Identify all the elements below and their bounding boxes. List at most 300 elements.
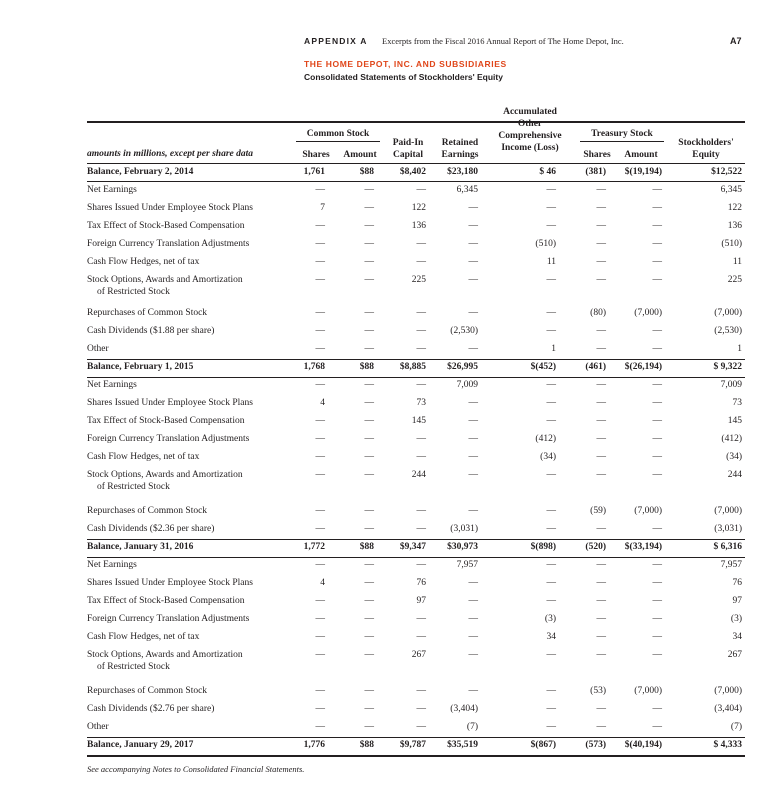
row-label bbox=[87, 184, 137, 196]
cell-aoci: — bbox=[546, 560, 556, 570]
cell-aoci: — bbox=[546, 221, 556, 231]
cell-common-amount: — bbox=[364, 578, 374, 588]
cell-common-amount: — bbox=[364, 275, 374, 285]
cell-stockholders-equity: 145 bbox=[727, 416, 742, 426]
cell-common-amount: — bbox=[364, 221, 374, 231]
cell-common-amount: — bbox=[364, 650, 374, 660]
row-label bbox=[87, 166, 193, 178]
units-label: amounts in millions, except per share data bbox=[87, 149, 254, 159]
cell-paid-in-capital: — bbox=[416, 632, 426, 642]
row-label-text: Net Earnings bbox=[87, 380, 137, 390]
row-label bbox=[87, 469, 243, 493]
cell-common-shares: — bbox=[315, 650, 325, 660]
cell-retained-earnings: — bbox=[468, 686, 478, 696]
cell-treasury-amount: — bbox=[652, 452, 662, 462]
row-label bbox=[87, 397, 253, 409]
table-row bbox=[0, 397, 783, 415]
cell-paid-in-capital: 122 bbox=[411, 203, 426, 213]
cell-treasury-shares: (461) bbox=[585, 362, 606, 372]
cell-treasury-amount: — bbox=[652, 704, 662, 714]
cell-common-shares: — bbox=[315, 380, 325, 390]
cell-stockholders-equity: (3,404) bbox=[714, 704, 742, 714]
company-name: THE HOME DEPOT, INC. AND SUBSIDIARIES bbox=[304, 59, 507, 69]
cell-aoci: — bbox=[546, 596, 556, 606]
cell-paid-in-capital: 244 bbox=[411, 470, 426, 480]
cell-treasury-shares: — bbox=[596, 416, 606, 426]
row-label-text: Balance, January 31, 2016 bbox=[87, 542, 194, 552]
header-aoci-line1: Accumulated bbox=[503, 107, 557, 117]
cell-treasury-amount: (7,000) bbox=[634, 506, 662, 516]
cell-common-shares: — bbox=[315, 686, 325, 696]
row-label bbox=[87, 613, 249, 625]
cell-aoci: — bbox=[546, 524, 556, 534]
row-label-text: Balance, January 29, 2017 bbox=[87, 740, 194, 750]
cell-treasury-amount: — bbox=[652, 650, 662, 660]
cell-common-shares: — bbox=[315, 524, 325, 534]
cell-paid-in-capital: 267 bbox=[411, 650, 426, 660]
row-label-text: Foreign Currency Translation Adjustments bbox=[87, 239, 250, 249]
row-label-text: Cash Dividends ($2.76 per share) bbox=[87, 704, 215, 714]
cell-stockholders-equity: 97 bbox=[732, 596, 742, 606]
cell-common-shares: 1,761 bbox=[303, 167, 325, 177]
cell-retained-earnings: (7) bbox=[466, 722, 478, 732]
cell-treasury-shares: (381) bbox=[585, 167, 606, 177]
row-label bbox=[87, 577, 253, 589]
cell-paid-in-capital: — bbox=[416, 686, 426, 696]
cell-paid-in-capital: — bbox=[416, 614, 426, 624]
cell-treasury-amount: (7,000) bbox=[634, 308, 662, 318]
row-label bbox=[87, 739, 193, 751]
row-label-text: Tax Effect of Stock-Based Compensation bbox=[87, 416, 245, 426]
cell-aoci: $(867) bbox=[530, 740, 556, 750]
cell-common-shares: — bbox=[315, 470, 325, 480]
balance-rule-2016-top bbox=[87, 539, 745, 540]
cell-common-shares: — bbox=[315, 185, 325, 195]
cell-retained-earnings: — bbox=[468, 506, 478, 516]
cell-paid-in-capital: — bbox=[416, 344, 426, 354]
cell-treasury-shares: (53) bbox=[590, 686, 606, 696]
cell-aoci: — bbox=[546, 380, 556, 390]
table-row bbox=[0, 184, 783, 202]
row-label-text: Repurchases of Common Stock bbox=[87, 506, 208, 516]
cell-treasury-amount: — bbox=[652, 221, 662, 231]
cell-stockholders-equity: 7,957 bbox=[720, 560, 742, 570]
cell-common-amount: $88 bbox=[359, 542, 374, 552]
cell-aoci: — bbox=[546, 650, 556, 660]
cell-common-amount: — bbox=[364, 452, 374, 462]
column-group-treasury-stock: Treasury Stock bbox=[591, 129, 653, 139]
cell-aoci: — bbox=[546, 686, 556, 696]
table-row bbox=[0, 649, 783, 679]
cell-aoci: — bbox=[546, 398, 556, 408]
cell-treasury-amount: — bbox=[652, 560, 662, 570]
cell-treasury-shares: — bbox=[596, 326, 606, 336]
row-label bbox=[87, 220, 244, 232]
cell-common-shares: — bbox=[315, 416, 325, 426]
cell-treasury-shares: — bbox=[596, 704, 606, 714]
cell-retained-earnings: — bbox=[468, 344, 478, 354]
cell-common-amount: — bbox=[364, 398, 374, 408]
table-row bbox=[0, 505, 783, 523]
cell-treasury-amount: — bbox=[652, 722, 662, 732]
cell-treasury-amount: — bbox=[652, 275, 662, 285]
table-row bbox=[0, 613, 783, 631]
balance-rule-2015-bottom bbox=[87, 377, 745, 378]
cell-common-amount: — bbox=[364, 560, 374, 570]
cell-treasury-amount: — bbox=[652, 185, 662, 195]
cell-treasury-amount: — bbox=[652, 524, 662, 534]
cell-retained-earnings: (3,031) bbox=[450, 524, 478, 534]
row-label-text: Repurchases of Common Stock bbox=[87, 686, 208, 696]
cell-common-amount: — bbox=[364, 506, 374, 516]
row-label-text: Balance, February 1, 2015 bbox=[87, 362, 194, 372]
cell-aoci: — bbox=[546, 308, 556, 318]
cell-stockholders-equity: 11 bbox=[732, 257, 742, 267]
header-equity-line1: Stockholders' bbox=[678, 138, 734, 148]
cell-retained-earnings: — bbox=[468, 275, 478, 285]
cell-common-amount: $88 bbox=[359, 167, 374, 177]
row-label-text: Repurchases of Common Stock bbox=[87, 308, 208, 318]
balance-rule-top bbox=[87, 181, 745, 182]
cell-common-shares: — bbox=[315, 632, 325, 642]
header-aoci-line4: Income (Loss) bbox=[501, 143, 559, 153]
cell-common-amount: $88 bbox=[359, 740, 374, 750]
cell-paid-in-capital: — bbox=[416, 704, 426, 714]
cell-common-shares: 4 bbox=[320, 398, 325, 408]
row-label bbox=[87, 361, 193, 373]
table-row bbox=[0, 631, 783, 649]
cell-paid-in-capital: 73 bbox=[416, 398, 426, 408]
statement-title: Consolidated Statements of Stockholders' Equity bbox=[304, 72, 503, 82]
cell-paid-in-capital: — bbox=[416, 434, 426, 444]
cell-treasury-amount: — bbox=[652, 596, 662, 606]
cell-treasury-shares: — bbox=[596, 380, 606, 390]
header-aoci-line3: Comprehensive bbox=[498, 131, 562, 141]
cell-stockholders-equity: 34 bbox=[732, 632, 742, 642]
cell-common-amount: — bbox=[364, 434, 374, 444]
header-equity-line2: Equity bbox=[692, 150, 720, 160]
cell-common-shares: 1,772 bbox=[303, 542, 325, 552]
cell-retained-earnings: $26,995 bbox=[447, 362, 478, 372]
cell-common-shares: — bbox=[315, 275, 325, 285]
table-row bbox=[0, 577, 783, 595]
row-label-text: Net Earnings bbox=[87, 560, 137, 570]
cell-stockholders-equity: (7,000) bbox=[714, 506, 742, 516]
cell-paid-in-capital: — bbox=[416, 560, 426, 570]
cell-aoci: — bbox=[546, 275, 556, 285]
cell-treasury-amount: $(19,194) bbox=[624, 167, 662, 177]
cell-treasury-shares: — bbox=[596, 596, 606, 606]
cell-aoci: — bbox=[546, 416, 556, 426]
cell-paid-in-capital: — bbox=[416, 506, 426, 516]
cell-common-shares: — bbox=[315, 452, 325, 462]
cell-stockholders-equity: 267 bbox=[727, 650, 742, 660]
cell-paid-in-capital: — bbox=[416, 524, 426, 534]
cell-common-amount: — bbox=[364, 524, 374, 534]
cell-common-amount: — bbox=[364, 203, 374, 213]
cell-common-amount: — bbox=[364, 416, 374, 426]
balance-rule-2017-top bbox=[87, 737, 745, 738]
table-row bbox=[0, 559, 783, 577]
cell-aoci: (34) bbox=[540, 452, 556, 462]
cell-treasury-shares: — bbox=[596, 185, 606, 195]
cell-paid-in-capital: $9,787 bbox=[399, 740, 426, 750]
row-label bbox=[87, 238, 249, 250]
table-row bbox=[0, 469, 783, 499]
cell-retained-earnings: (2,530) bbox=[450, 326, 478, 336]
row-label bbox=[87, 595, 244, 607]
cell-common-shares: — bbox=[315, 434, 325, 444]
cell-stockholders-equity: $ 6,316 bbox=[713, 542, 742, 552]
cell-treasury-amount: — bbox=[652, 614, 662, 624]
cell-stockholders-equity: 136 bbox=[727, 221, 742, 231]
cell-treasury-shares: — bbox=[596, 560, 606, 570]
cell-retained-earnings: 6,345 bbox=[456, 185, 478, 195]
cell-aoci: $(898) bbox=[530, 542, 556, 552]
cell-paid-in-capital: — bbox=[416, 239, 426, 249]
cell-retained-earnings: 7,957 bbox=[456, 560, 478, 570]
cell-paid-in-capital: — bbox=[416, 308, 426, 318]
cell-retained-earnings: $23,180 bbox=[447, 167, 478, 177]
table-row bbox=[0, 325, 783, 343]
row-label-text: Shares Issued Under Employee Stock Plans bbox=[87, 578, 253, 588]
cell-stockholders-equity: 76 bbox=[732, 578, 742, 588]
cell-aoci: 11 bbox=[546, 257, 556, 267]
cell-aoci: 34 bbox=[546, 632, 556, 642]
row-label-text: Foreign Currency Translation Adjustments bbox=[87, 434, 250, 444]
column-group-common-stock: Common Stock bbox=[306, 129, 370, 139]
cell-retained-earnings: — bbox=[468, 434, 478, 444]
row-label bbox=[87, 541, 193, 553]
cell-treasury-amount: — bbox=[652, 416, 662, 426]
header-retained-line2: Earnings bbox=[441, 150, 479, 160]
cell-treasury-amount: — bbox=[652, 380, 662, 390]
cell-paid-in-capital: 225 bbox=[411, 275, 426, 285]
cell-treasury-amount: — bbox=[652, 239, 662, 249]
row-label-text: Stock Options, Awards and Amortization bbox=[87, 470, 243, 480]
cell-common-shares: — bbox=[315, 344, 325, 354]
cell-common-shares: — bbox=[315, 560, 325, 570]
cell-common-amount: — bbox=[364, 239, 374, 249]
row-label-continuation: of Restricted Stock bbox=[97, 662, 170, 672]
row-label bbox=[87, 631, 199, 643]
row-label-text: Tax Effect of Stock-Based Compensation bbox=[87, 221, 245, 231]
table-row bbox=[0, 595, 783, 613]
cell-stockholders-equity: 225 bbox=[727, 275, 742, 285]
row-label-text: Other bbox=[87, 722, 109, 732]
cell-aoci: — bbox=[546, 326, 556, 336]
cell-paid-in-capital: — bbox=[416, 257, 426, 267]
cell-stockholders-equity: (3,031) bbox=[714, 524, 742, 534]
cell-aoci: — bbox=[546, 185, 556, 195]
cell-paid-in-capital: 145 bbox=[411, 416, 426, 426]
cell-treasury-shares: — bbox=[596, 203, 606, 213]
cell-treasury-shares: (573) bbox=[585, 740, 606, 750]
row-label-text: Cash Flow Hedges, net of tax bbox=[87, 452, 200, 462]
cell-paid-in-capital: — bbox=[416, 380, 426, 390]
row-label bbox=[87, 343, 109, 355]
row-label-text: Foreign Currency Translation Adjustments bbox=[87, 614, 250, 624]
cell-treasury-amount: — bbox=[652, 326, 662, 336]
cell-common-shares: — bbox=[315, 257, 325, 267]
cell-treasury-shares: (80) bbox=[590, 308, 606, 318]
cell-stockholders-equity: $12,522 bbox=[711, 167, 742, 177]
cell-stockholders-equity: (3) bbox=[730, 614, 742, 624]
cell-treasury-shares: — bbox=[596, 524, 606, 534]
cell-stockholders-equity: 244 bbox=[727, 470, 742, 480]
cell-paid-in-capital: 97 bbox=[416, 596, 426, 606]
cell-stockholders-equity: (7,000) bbox=[714, 686, 742, 696]
page-number: A7 bbox=[730, 36, 742, 46]
cell-treasury-amount: — bbox=[652, 578, 662, 588]
row-label-text: Cash Dividends ($1.88 per share) bbox=[87, 326, 215, 336]
table-bottom-rule bbox=[87, 755, 745, 757]
cell-common-amount: — bbox=[364, 704, 374, 714]
cell-stockholders-equity: 7,009 bbox=[720, 380, 742, 390]
cell-treasury-shares: — bbox=[596, 221, 606, 231]
cell-retained-earnings: — bbox=[468, 578, 478, 588]
cell-retained-earnings: — bbox=[468, 203, 478, 213]
cell-common-amount: — bbox=[364, 632, 374, 642]
cell-common-amount: — bbox=[364, 344, 374, 354]
cell-common-amount: — bbox=[364, 614, 374, 624]
cell-paid-in-capital: $9,347 bbox=[399, 542, 426, 552]
row-label bbox=[87, 325, 214, 337]
cell-treasury-shares: — bbox=[596, 614, 606, 624]
cell-aoci: — bbox=[546, 470, 556, 480]
cell-treasury-amount: $(33,194) bbox=[624, 542, 662, 552]
row-label-text: Shares Issued Under Employee Stock Plans bbox=[87, 398, 253, 408]
cell-common-shares: — bbox=[315, 704, 325, 714]
cell-common-amount: $88 bbox=[359, 362, 374, 372]
balance-rule-2016-bottom bbox=[87, 557, 745, 558]
header-aoci-line2: Other bbox=[517, 119, 543, 129]
footnote: See accompanying Notes to Consolidated Financial Statements. bbox=[87, 764, 305, 774]
row-label-continuation: of Restricted Stock bbox=[97, 287, 170, 297]
cell-aoci: — bbox=[546, 704, 556, 714]
appendix-label: APPENDIX A bbox=[304, 36, 368, 46]
header-common-amount: Amount bbox=[343, 150, 377, 160]
cell-treasury-amount: — bbox=[652, 398, 662, 408]
cell-stockholders-equity: (2,530) bbox=[714, 326, 742, 336]
cell-common-amount: — bbox=[364, 722, 374, 732]
header-paid-in-line1: Paid-In bbox=[392, 138, 424, 148]
cell-retained-earnings: — bbox=[468, 470, 478, 480]
table-row bbox=[0, 433, 783, 451]
cell-retained-earnings: — bbox=[468, 452, 478, 462]
cell-common-shares: — bbox=[315, 506, 325, 516]
cell-stockholders-equity: $ 9,322 bbox=[713, 362, 742, 372]
cell-retained-earnings: $35,519 bbox=[447, 740, 478, 750]
cell-retained-earnings: (3,404) bbox=[450, 704, 478, 714]
cell-treasury-amount: (7,000) bbox=[634, 686, 662, 696]
cell-common-amount: — bbox=[364, 686, 374, 696]
row-label-text: Shares Issued Under Employee Stock Plans bbox=[87, 203, 253, 213]
cell-treasury-amount: — bbox=[652, 203, 662, 213]
row-label-text: Stock Options, Awards and Amortization bbox=[87, 275, 243, 285]
table-row bbox=[0, 274, 783, 304]
cell-retained-earnings: — bbox=[468, 596, 478, 606]
cell-common-amount: — bbox=[364, 185, 374, 195]
cell-aoci: $(452) bbox=[530, 362, 556, 372]
cell-common-shares: 1,768 bbox=[303, 362, 325, 372]
row-label bbox=[87, 721, 109, 733]
row-label bbox=[87, 256, 199, 268]
cell-treasury-shares: — bbox=[596, 650, 606, 660]
cell-stockholders-equity: 122 bbox=[727, 203, 742, 213]
row-label bbox=[87, 649, 243, 673]
cell-aoci: (412) bbox=[535, 434, 556, 444]
cell-retained-earnings: — bbox=[468, 257, 478, 267]
header-text: Excerpts from the Fiscal 2016 Annual Report of The Home Depot, Inc. bbox=[382, 36, 624, 46]
row-label bbox=[87, 274, 243, 298]
cell-paid-in-capital: — bbox=[416, 326, 426, 336]
cell-aoci: $ 46 bbox=[539, 167, 556, 177]
cell-common-amount: — bbox=[364, 326, 374, 336]
cell-treasury-shares: — bbox=[596, 632, 606, 642]
cell-retained-earnings: — bbox=[468, 614, 478, 624]
cell-stockholders-equity: 73 bbox=[732, 398, 742, 408]
row-label bbox=[87, 202, 253, 214]
cell-common-shares: — bbox=[315, 308, 325, 318]
cell-treasury-shares: — bbox=[596, 239, 606, 249]
cell-common-shares: — bbox=[315, 614, 325, 624]
cell-aoci: 1 bbox=[551, 344, 556, 354]
header-retained-line1: Retained bbox=[441, 138, 479, 148]
table-row bbox=[0, 415, 783, 433]
table-row bbox=[0, 202, 783, 220]
balance-rule-2015-top bbox=[87, 359, 745, 360]
cell-treasury-shares: (520) bbox=[585, 542, 606, 552]
row-label bbox=[87, 703, 214, 715]
cell-paid-in-capital: — bbox=[416, 185, 426, 195]
header-treasury-amount: Amount bbox=[624, 150, 658, 160]
table-row bbox=[0, 256, 783, 274]
cell-treasury-amount: — bbox=[652, 257, 662, 267]
row-label-text: Net Earnings bbox=[87, 185, 137, 195]
cell-common-amount: — bbox=[364, 596, 374, 606]
cell-treasury-shares: — bbox=[596, 722, 606, 732]
cell-retained-earnings: — bbox=[468, 650, 478, 660]
cell-treasury-shares: — bbox=[596, 452, 606, 462]
cell-paid-in-capital: 136 bbox=[411, 221, 426, 231]
cell-retained-earnings: — bbox=[468, 416, 478, 426]
row-label bbox=[87, 559, 137, 571]
table-row bbox=[0, 703, 783, 721]
row-label bbox=[87, 451, 199, 463]
row-label-text: Cash Flow Hedges, net of tax bbox=[87, 632, 200, 642]
cell-retained-earnings: — bbox=[468, 308, 478, 318]
cell-treasury-shares: — bbox=[596, 257, 606, 267]
row-label bbox=[87, 307, 207, 319]
row-label-text: Balance, February 2, 2014 bbox=[87, 167, 194, 177]
table-row bbox=[0, 238, 783, 256]
cell-aoci: — bbox=[546, 722, 556, 732]
cell-treasury-amount: — bbox=[652, 470, 662, 480]
cell-common-shares: 1,776 bbox=[303, 740, 325, 750]
row-label bbox=[87, 523, 214, 535]
cell-treasury-shares: — bbox=[596, 470, 606, 480]
cell-retained-earnings: — bbox=[468, 632, 478, 642]
header-treasury-shares: Shares bbox=[583, 150, 611, 160]
cell-aoci: (3) bbox=[544, 614, 556, 624]
row-label bbox=[87, 685, 207, 697]
cell-stockholders-equity: (7) bbox=[730, 722, 742, 732]
cell-common-shares: 7 bbox=[320, 203, 325, 213]
cell-common-amount: — bbox=[364, 470, 374, 480]
header-common-shares: Shares bbox=[302, 150, 330, 160]
table-row bbox=[0, 220, 783, 238]
